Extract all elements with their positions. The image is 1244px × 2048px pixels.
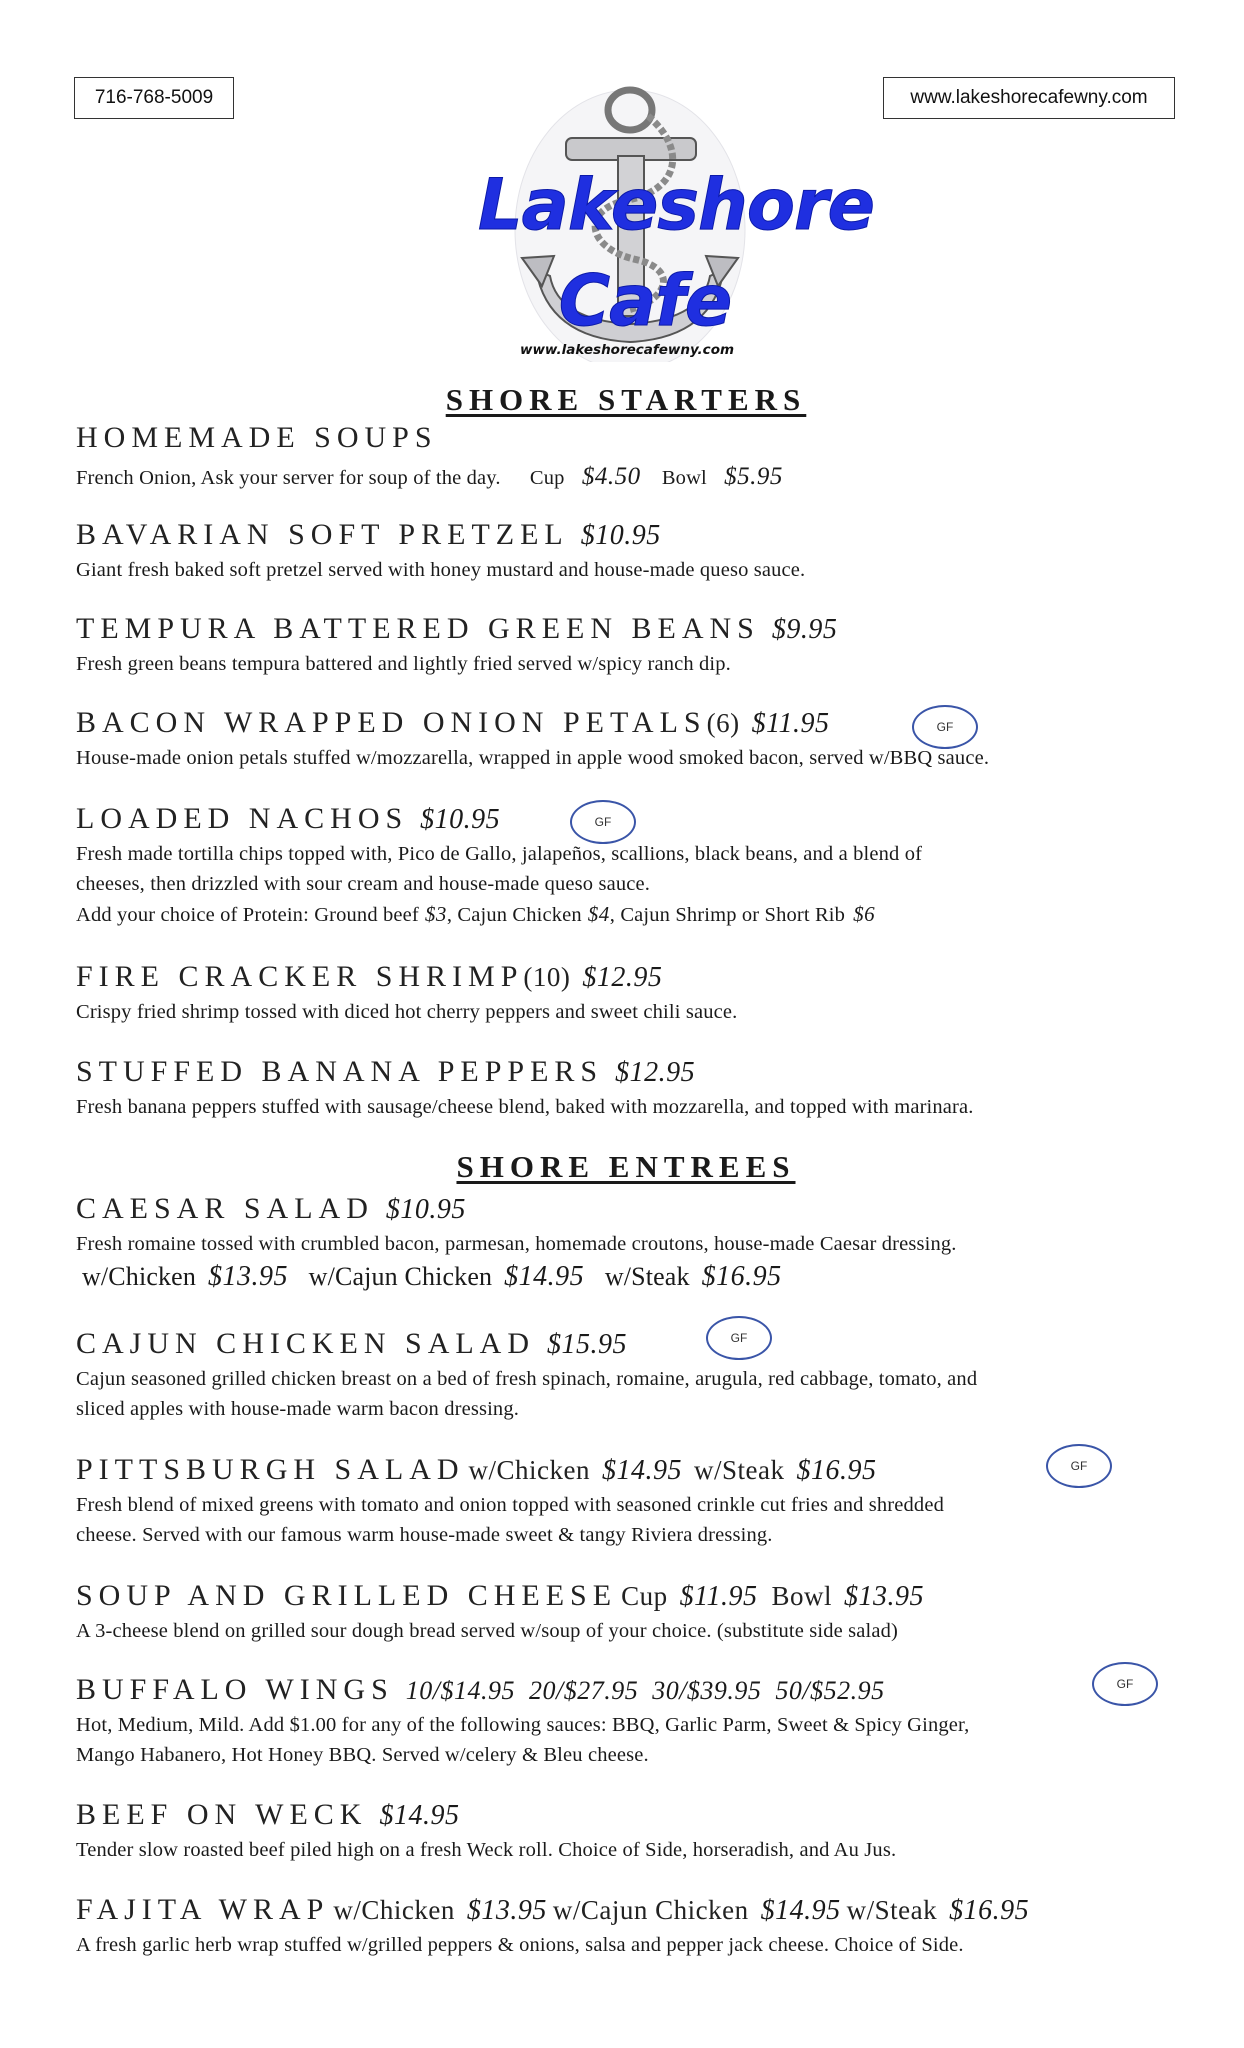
option-price: $14.95 bbox=[504, 1261, 585, 1292]
item-quantity: (6) bbox=[706, 708, 740, 738]
item-description: Fresh banana peppers stuffed with sausage/cheese blend, baked with mozzarella, and topped with marinara. bbox=[76, 1096, 974, 1118]
protein-option-b: , Cajun Chicken bbox=[446, 904, 582, 926]
item-description-line2: Mango Habanero, Hot Honey BBQ. Served w/celery & Bleu cheese. bbox=[76, 1744, 649, 1766]
item-name: LOADED NACHOS bbox=[76, 802, 409, 835]
cup-label: Cup bbox=[529, 467, 565, 489]
gluten-free-badge: GF bbox=[1092, 1662, 1158, 1706]
cup-label: Cup bbox=[621, 1581, 668, 1611]
item-name: SOUP AND GRILLED CHEESE bbox=[76, 1579, 618, 1612]
bowl-label: Bowl bbox=[771, 1581, 833, 1611]
option-label: w/Chicken bbox=[468, 1455, 591, 1485]
option-price: $16.95 bbox=[796, 1455, 877, 1486]
item-description: House-made onion petals stuffed w/mozzarella, wrapped in apple wood smoked bacon, served w/BBQ sauce. bbox=[76, 747, 990, 769]
protein-price-b: $4 bbox=[587, 902, 610, 926]
item-name: TEMPURA BATTERED GREEN BEANS bbox=[76, 612, 760, 645]
menu-item-homemade-soups bbox=[76, 418, 1186, 493]
item-description: Crispy fried shrimp tossed with diced hot cherry peppers and sweet chili sauce. bbox=[76, 1001, 738, 1023]
item-price: $9.95 bbox=[771, 614, 838, 645]
item-description-line2: cheese. Served with our famous warm house-made sweet & tangy Riviera dressing. bbox=[76, 1524, 773, 1546]
item-description: Tender slow roasted beef piled high on a fresh Weck roll. Choice of Side, horseradish, and Au Jus. bbox=[76, 1839, 897, 1861]
logo-url: www.lakeshorecafewny.com bbox=[519, 342, 735, 358]
item-description: Fresh green beans tempura battered and lightly fried served w/spicy ranch dip. bbox=[76, 653, 731, 675]
item-price: $10.95 bbox=[420, 804, 501, 835]
logo-title-line1: Lakeshore bbox=[478, 164, 874, 246]
protein-price-a: $3 bbox=[424, 902, 447, 926]
item-quantity: (10) bbox=[523, 962, 571, 992]
option-price: $14.95 bbox=[760, 1895, 841, 1926]
item-description-line1: Cajun seasoned grilled chicken breast on a bed of fresh spinach, romaine, arugula, red cabbage, tomato, and bbox=[76, 1368, 978, 1390]
item-description: Giant fresh baked soft pretzel served with honey mustard and house-made queso sauce. bbox=[76, 559, 806, 581]
item-description-line1: Fresh blend of mixed greens with tomato and onion topped with seasoned crinkle cut fries and shredded bbox=[76, 1494, 944, 1516]
option-price: $13.95 bbox=[466, 1895, 547, 1926]
menu-item-soup-grilled-cheese bbox=[76, 1576, 1186, 1646]
menu-item-pittsburgh-salad bbox=[76, 1450, 1186, 1550]
option-price: $14.95 bbox=[602, 1455, 683, 1486]
item-description-line2: sliced apples with house-made warm bacon dressing. bbox=[76, 1398, 520, 1420]
protein-price-c: $6 bbox=[853, 902, 876, 926]
gluten-free-badge: GF bbox=[706, 1316, 772, 1360]
option-label: w/Cajun Chicken bbox=[552, 1895, 749, 1925]
menu-item-cajun-chicken-salad bbox=[76, 1324, 1186, 1424]
item-description: A fresh garlic herb wrap stuffed w/grilled peppers & onions, salsa and pepper jack cheese. Choice of Side. bbox=[76, 1934, 964, 1956]
item-name: BAVARIAN SOFT PRETZEL bbox=[76, 518, 569, 551]
menu-item-onion-petals bbox=[76, 703, 1186, 773]
option-price: $16.95 bbox=[949, 1895, 1030, 1926]
item-name: CAJUN CHICKEN SALAD bbox=[76, 1327, 536, 1360]
option-price: $13.95 bbox=[208, 1261, 288, 1292]
item-prices: 10/$14.95 20/$27.95 30/$39.95 50/$52.95 bbox=[405, 1676, 885, 1705]
option-label: w/Steak bbox=[846, 1895, 938, 1925]
menu-item-buffalo-wings bbox=[76, 1670, 1186, 1770]
menu-item-fajita-wrap bbox=[76, 1890, 1186, 1960]
item-price: $10.95 bbox=[385, 1194, 466, 1225]
item-description: Fresh romaine tossed with crumbled bacon, parmesan, homemade croutons, house-made Caesar dressing. bbox=[76, 1233, 957, 1255]
bowl-price: $5.95 bbox=[724, 463, 783, 490]
menu-item-caesar-salad bbox=[76, 1189, 1186, 1295]
protein-option-c: , Cajun Shrimp or Short Rib bbox=[609, 904, 846, 926]
item-name: FIRE CRACKER SHRIMP bbox=[76, 960, 524, 993]
menu-item-pretzel bbox=[76, 515, 1186, 585]
phone-number: 716-768-5009 bbox=[74, 77, 234, 119]
option-label: w/Cajun Chicken bbox=[308, 1262, 493, 1291]
gluten-free-badge: GF bbox=[912, 705, 978, 749]
menu-item-fire-cracker-shrimp bbox=[76, 957, 1186, 1027]
cup-price: $4.50 bbox=[581, 463, 641, 490]
option-label: w/Chicken bbox=[82, 1262, 196, 1291]
item-description-line1: Hot, Medium, Mild. Add $1.00 for any of the following sauces: BBQ, Garlic Parm, Sweet & Spicy Ginger, bbox=[76, 1714, 970, 1736]
item-name: HOMEMADE SOUPS bbox=[76, 421, 438, 454]
option-label: w/Steak bbox=[694, 1455, 785, 1485]
gluten-free-badge: GF bbox=[570, 800, 636, 844]
item-price: $15.95 bbox=[547, 1329, 628, 1360]
item-description-line2: cheeses, then drizzled with sour cream and house-made queso sauce. bbox=[76, 873, 650, 895]
cup-price: $11.95 bbox=[679, 1581, 758, 1612]
item-price: $10.95 bbox=[580, 520, 661, 551]
item-name: CAESAR SALAD bbox=[76, 1192, 374, 1225]
section-heading-starters: SHORE STARTERS bbox=[445, 382, 807, 417]
bowl-label: Bowl bbox=[661, 467, 707, 489]
item-name: STUFFED BANANA PEPPERS bbox=[76, 1055, 604, 1088]
option-label: w/Steak bbox=[604, 1262, 690, 1291]
cafe-logo bbox=[478, 80, 874, 362]
item-description-line1: Fresh made tortilla chips topped with, Pico de Gallo, jalapeños, scallions, black beans, and a blend of bbox=[76, 843, 923, 865]
item-price: $12.95 bbox=[615, 1057, 696, 1088]
item-name: BACON WRAPPED ONION PETALS bbox=[76, 706, 707, 739]
item-price: $14.95 bbox=[379, 1800, 460, 1831]
item-name: PITTSBURGH SALAD bbox=[76, 1453, 465, 1486]
item-description: A 3-cheese blend on grilled sour dough bread served w/soup of your choice. (substitute side salad) bbox=[76, 1620, 898, 1642]
logo-title-line2: Cafe bbox=[558, 260, 732, 342]
item-name: FAJITA WRAP bbox=[76, 1893, 330, 1926]
item-name: BEEF ON WECK bbox=[76, 1798, 368, 1831]
item-name: BUFFALO WINGS bbox=[76, 1673, 394, 1706]
protein-option-a: Add your choice of Protein: Ground beef bbox=[76, 904, 419, 926]
option-label: w/Chicken bbox=[333, 1895, 455, 1925]
option-price: $16.95 bbox=[701, 1261, 782, 1292]
item-price: $11.95 bbox=[751, 708, 830, 739]
bowl-price: $13.95 bbox=[844, 1581, 925, 1612]
gluten-free-badge: GF bbox=[1046, 1444, 1112, 1488]
item-price: $12.95 bbox=[582, 962, 663, 993]
menu-item-green-beans bbox=[76, 609, 1186, 679]
menu-item-beef-on-weck bbox=[76, 1795, 1186, 1865]
website-url: www.lakeshorecafewny.com bbox=[883, 77, 1175, 119]
item-description: French Onion, Ask your server for soup of the day. bbox=[76, 467, 501, 489]
section-heading-entrees: SHORE ENTREES bbox=[456, 1149, 796, 1184]
menu-item-banana-peppers bbox=[76, 1052, 1186, 1122]
